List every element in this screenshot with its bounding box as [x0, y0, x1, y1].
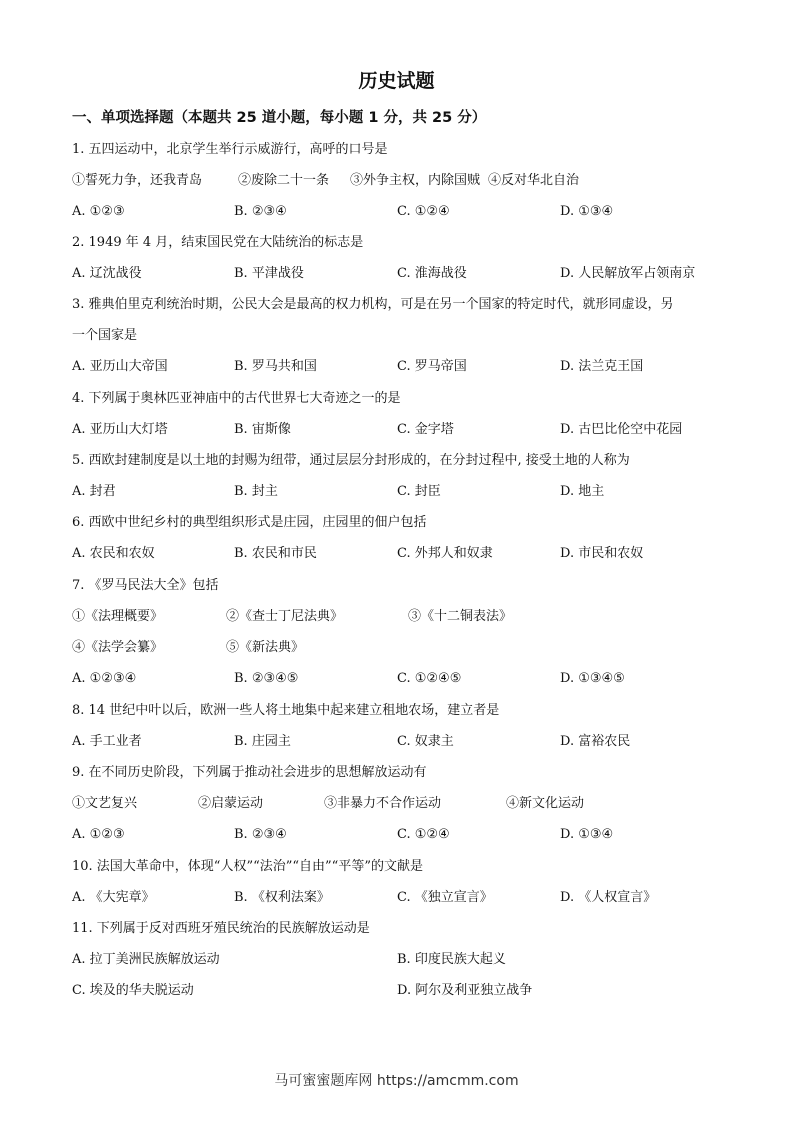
page-title: 历史试题	[358, 70, 435, 92]
question-1-item-4: ④反对华北自治	[488, 173, 580, 188]
footer-watermark: 马可蜜蜜题库网 https://amcmm.com	[274, 1073, 519, 1089]
question-4-option-a: A. 亚历山大灯塔	[72, 422, 168, 437]
question-6-stem: 6. 西欧中世纪乡村的典型组织形式是庄园，庄园里的佃户包括	[72, 515, 427, 530]
question-1-option-c: C. ①②④	[397, 204, 450, 219]
question-7-option-c: C. ①②④⑤	[397, 671, 462, 686]
question-8-option-c: C. 奴隶主	[397, 734, 454, 749]
question-10-stem: 10. 法国大革命中，体现“人权”“法治”“自由”“平等”的文献是	[72, 859, 423, 874]
question-1-option-b: B. ②③④	[234, 204, 287, 219]
question-9-option-b: B. ②③④	[234, 827, 287, 842]
question-7-stem: 7. 《罗马民法大全》包括	[72, 578, 219, 593]
question-8-option-b: B. 庄园主	[234, 734, 291, 749]
question-10-option-c: C. 《独立宣言》	[397, 890, 493, 905]
question-1-option-d: D. ①③④	[560, 204, 614, 219]
question-3-stem-line-2: 一个国家是	[72, 328, 138, 343]
question-4-option-d: D. 古巴比伦空中花园	[560, 422, 683, 437]
question-4-option-c: C. 金字塔	[397, 422, 454, 437]
question-6-option-d: D. 市民和农奴	[560, 546, 644, 561]
question-3-option-b: B. 罗马共和国	[234, 359, 317, 374]
question-7-item-1: ①《法理概要》	[72, 609, 164, 624]
question-9-option-a: A. ①②③	[72, 827, 125, 842]
question-3-stem-line-1: 3. 雅典伯里克利统治时期，公民大会是最高的权力机构，可是在另一个国家的特定时代，就形同虚设，另	[72, 297, 674, 312]
question-2-stem: 2. 1949 年 4 月，结束国民党在大陆统治的标志是	[72, 235, 364, 250]
question-9-item-1: ①文艺复兴	[72, 796, 138, 811]
question-6-option-a: A. 农民和农奴	[72, 546, 155, 561]
question-1-item-3: ③外争主权，内除国贼	[350, 173, 481, 188]
question-7-item-3: ③《十二铜表法》	[408, 609, 513, 624]
question-11-stem: 11. 下列属于反对西班牙殖民统治的民族解放运动是	[72, 921, 370, 936]
question-11-option-b: B. 印度民族大起义	[397, 952, 506, 967]
question-2-option-b: B. 平津战役	[234, 266, 304, 281]
question-5-option-c: C. 封臣	[397, 484, 441, 499]
question-8-option-a: A. 手工业者	[72, 734, 142, 749]
question-9-item-4: ④新文化运动	[506, 796, 585, 811]
question-2-option-c: C. 淮海战役	[397, 266, 467, 281]
question-11-option-d: D. 阿尔及利亚独立战争	[397, 983, 533, 998]
question-5-stem: 5. 西欧封建制度是以土地的封赐为纽带，通过层层分封形成的，在分封过程中, 接受土地的人称为	[72, 453, 630, 468]
question-7-item-2: ②《查士丁尼法典》	[226, 609, 344, 624]
question-11-option-a: A. 拉丁美洲民族解放运动	[72, 952, 220, 967]
question-10-option-b: B. 《权利法案》	[234, 890, 330, 905]
question-9-item-3: ③非暴力不合作运动	[324, 796, 442, 811]
question-9-option-d: D. ①③④	[560, 827, 614, 842]
question-6-option-b: B. 农民和市民	[234, 546, 317, 561]
question-8-stem: 8. 14 世纪中叶以后，欧洲一些人将土地集中起来建立租地农场，建立者是	[72, 703, 500, 718]
question-7-option-d: D. ①③④⑤	[560, 671, 625, 686]
question-11-option-c: C. 埃及的华夫脱运动	[72, 983, 194, 998]
question-5-option-a: A. 封君	[72, 484, 116, 499]
question-6-option-c: C. 外邦人和奴隶	[397, 546, 493, 561]
question-4-option-b: B. 宙斯像	[234, 422, 291, 437]
question-2-option-a: A. 辽沈战役	[72, 266, 142, 281]
question-9-option-c: C. ①②④	[397, 827, 450, 842]
question-5-option-b: B. 封主	[234, 484, 278, 499]
question-3-option-d: D. 法兰克王国	[560, 359, 644, 374]
question-9-item-2: ②启蒙运动	[198, 796, 264, 811]
question-9-stem: 9. 在不同历史阶段，下列属于推动社会进步的思想解放运动有	[72, 765, 427, 780]
question-1-stem: 1. 五四运动中，北京学生举行示威游行，高呼的口号是	[72, 142, 388, 157]
question-1-option-a: A. ①②③	[72, 204, 125, 219]
question-7-item-4: ④《法学会纂》	[72, 640, 164, 655]
question-4-stem: 4. 下列属于奥林匹亚神庙中的古代世界七大奇迹之一的是	[72, 391, 401, 406]
question-7-item-5: ⑤《新法典》	[226, 640, 305, 655]
question-3-option-c: C. 罗马帝国	[397, 359, 467, 374]
question-2-option-d: D. 人民解放军占领南京	[560, 266, 696, 281]
question-3-option-a: A. 亚历山大帝国	[72, 359, 168, 374]
question-8-option-d: D. 富裕农民	[560, 734, 631, 749]
section-heading: 一、单项选择题（本题共 25 道小题，每小题 1 分，共 25 分）	[72, 110, 487, 126]
question-10-option-a: A. 《大宪章》	[72, 890, 155, 905]
question-5-option-d: D. 地主	[560, 484, 605, 499]
question-10-option-d: D. 《人权宣言》	[560, 890, 657, 905]
question-7-option-a: A. ①②③④	[72, 671, 137, 686]
question-7-option-b: B. ②③④⑤	[234, 671, 299, 686]
question-1-item-1: ①誓死力争，还我青岛	[72, 173, 203, 188]
question-1-item-2: ②废除二十一条	[238, 173, 330, 188]
